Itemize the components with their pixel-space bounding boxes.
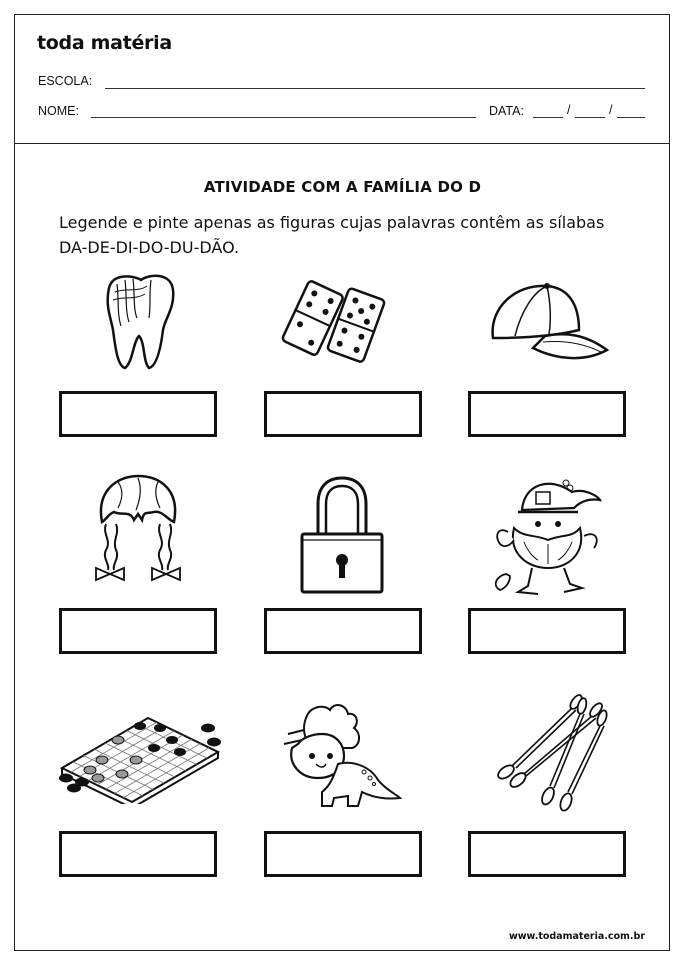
cotton-swabs-icon: [492, 694, 612, 812]
checkers-board-icon: [52, 712, 228, 804]
padlock-icon: [298, 474, 388, 596]
answer-box[interactable]: [468, 608, 626, 654]
answer-box[interactable]: [59, 831, 217, 877]
answer-box[interactable]: [59, 391, 217, 437]
date-day-field[interactable]: [533, 117, 563, 118]
cap-icon: [485, 278, 610, 368]
website-footer: www.todamateria.com.br: [508, 931, 645, 942]
brand-logo: toda matéria: [37, 32, 172, 54]
name-label: NOME:: [38, 104, 79, 118]
domino-icon: [280, 278, 390, 373]
date-year-field[interactable]: [617, 117, 645, 118]
dinosaur-icon: [278, 700, 403, 812]
braids-hair-icon: [88, 470, 188, 590]
date-month-field[interactable]: [575, 117, 605, 118]
answer-box[interactable]: [264, 608, 422, 654]
name-field[interactable]: [91, 117, 476, 118]
tooth-icon: [95, 270, 185, 375]
header-divider: [14, 143, 670, 144]
answer-box[interactable]: [264, 831, 422, 877]
school-field[interactable]: [105, 88, 645, 89]
dwarf-icon: [488, 470, 603, 600]
answer-box[interactable]: [59, 608, 217, 654]
answer-box[interactable]: [468, 831, 626, 877]
school-label: ESCOLA:: [38, 74, 93, 88]
instruction-line-2: DA-DE-DI-DO-DU-DÃO.: [59, 238, 240, 257]
answer-box[interactable]: [264, 391, 422, 437]
instruction-line-1: Legende e pinte apenas as figuras cujas palavras contêm as sílabas: [59, 213, 605, 232]
date-separator: /: [567, 103, 571, 117]
answer-box[interactable]: [468, 391, 626, 437]
activity-title: ATIVIDADE COM A FAMÍLIA DO D: [203, 178, 482, 196]
date-separator: /: [609, 103, 613, 117]
date-label: DATA:: [489, 104, 524, 118]
